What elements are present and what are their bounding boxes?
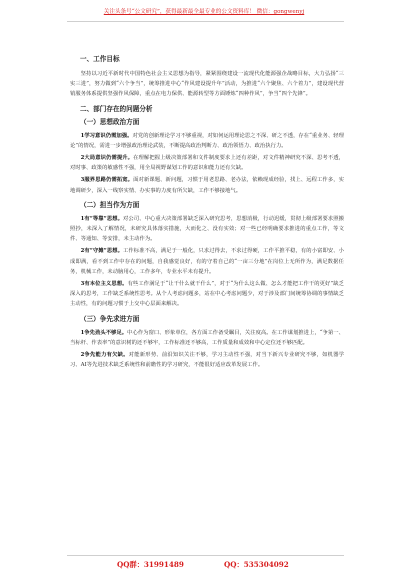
item-lead: 2大局意识仍需提升。 [80, 155, 134, 162]
item-lead: 1争先劲头不够足。 [80, 329, 128, 336]
subsection-heading: （一）思想政治方面 [80, 117, 140, 126]
paragraph [70, 175, 344, 195]
item-text: 在理解把握上级决策部署和文件制度要求上还有差距，对文件精神研究不深、思考不透，对时事、政策的敏感性不强，用全局视野谋划工作的意识和能力还有欠缺。 [70, 155, 345, 172]
item-text: 对党的创新理论学习不够重视，对如何运用理论思之不深、研之不透，存在“重业务、轻理论”的情况，需进一步增强政治理论武装，不断提高政治判断力、政治领悟力、政治执行力。 [70, 132, 345, 149]
item-lead: 1学习意识仍需加强。 [80, 132, 133, 139]
paragraph: 坚持以习近平新时代中国特色社会主义思想为指导，紧紧围绕建设一流现代化能源强企战略目标，大力弘扬“三实三进”，努力做到“六个争当”，统筹推进中心“作风建设提升年”活动，为推进“六个聚焦、六个着力”，建设现代营销服务体系提供坚强作风保障，重点在电力保供、能源转型等方面锤炼“四种作风”，争当“四个先锋”。 [70, 71, 344, 98]
document-body [70, 55, 344, 370]
footer-rule [67, 555, 344, 556]
item-text: 中心作为窗口、形象单位，各方面工作备受瞩目，关注度高。在工作谋划推进上，“争第一、当标杆、作表率”的意识树的还不够牢，工作标准还不够高，工作质量和成效和中心定位还不够匹配。 [70, 329, 344, 346]
item-lead: 3有本位主义思想。 [80, 281, 128, 288]
footer [0, 560, 408, 572]
subsection-heading: （二）担当作为方面 [80, 200, 140, 209]
item-text: 对公司、中心重大决策部署缺乏深入研究思考，思想消极，行动迟缓，贯彻上级部署要求照搬照抄，未深入了解情况，未研究具体落实措施，大而化之、没有实效；对一些已经明确要求推进的重点工作，等文件、等通知、等安排，未主动作为。 [70, 215, 345, 243]
item-lead: 1有“等靠”思想。 [80, 215, 124, 222]
paragraph [70, 350, 344, 370]
item-lead: 3服界思路仍需拓宽。 [80, 177, 134, 184]
item-lead: 2有“守摊”思想。 [80, 248, 124, 255]
header-rule [67, 21, 344, 22]
item-text: 有些工作满足于“让干什么就干什么”，对于“为什么这么做、怎么才能把工作干的更好”缺乏深入的思考，工作缺乏系统性思考。从个人考虑问题多，站在中心考虑问题少，对于涉及部门间统筹协调的事情缺乏主动性，有的问题习惯于上交中心层面来解决。 [70, 281, 345, 308]
qq-contact-text: QQ：535304092 [224, 560, 289, 569]
paragraph [70, 214, 344, 245]
item-lead: 2争先能力有欠缺。 [80, 352, 129, 359]
section-heading: 一、工作目标 [80, 55, 120, 63]
paragraph [70, 328, 344, 348]
paragraph [70, 246, 344, 277]
item-text: 对能新形势、前沿知识关注不够，学习主动性不强，对当下新兴专业研究不够，如机器学习、AI等先进技术缺乏系统性和前瞻性的学习研究，不能很好适应改革发展工作。 [70, 352, 345, 369]
promo-banner[interactable]: 关注头条号“公文研究”，获得最新最全最专业的公文资料库！ 微信：gongwenyj [103, 9, 305, 15]
section-heading: 二、部门存在的问题分析 [80, 104, 153, 113]
item-text: 面对新课题、新问题，习惯于用老思路、老办法，依赖现成经验，找上、远程工作多，实地调研少，深入一线察实情、办实事的力度有所欠缺，工作不够接地气。 [70, 177, 345, 194]
subsection-heading: （三）争先求进方面 [80, 314, 140, 323]
qq-group-text: QQ群：31991489 [117, 560, 184, 569]
item-text: 工作标准不高，满足于一般化，只求过得去，不求过得硬，工作平推平稳，有的小富即安、小成即满，看不到工作中存在的问题，自我感觉良好，有的守着自己的“一亩三分地”在岗位上无所作为，满足数据任务，机械工作，未动脑用心，工作多年，专业水平未有提升。 [70, 248, 345, 275]
paragraph [70, 279, 344, 310]
paragraph [70, 131, 344, 151]
paragraph [70, 153, 344, 173]
